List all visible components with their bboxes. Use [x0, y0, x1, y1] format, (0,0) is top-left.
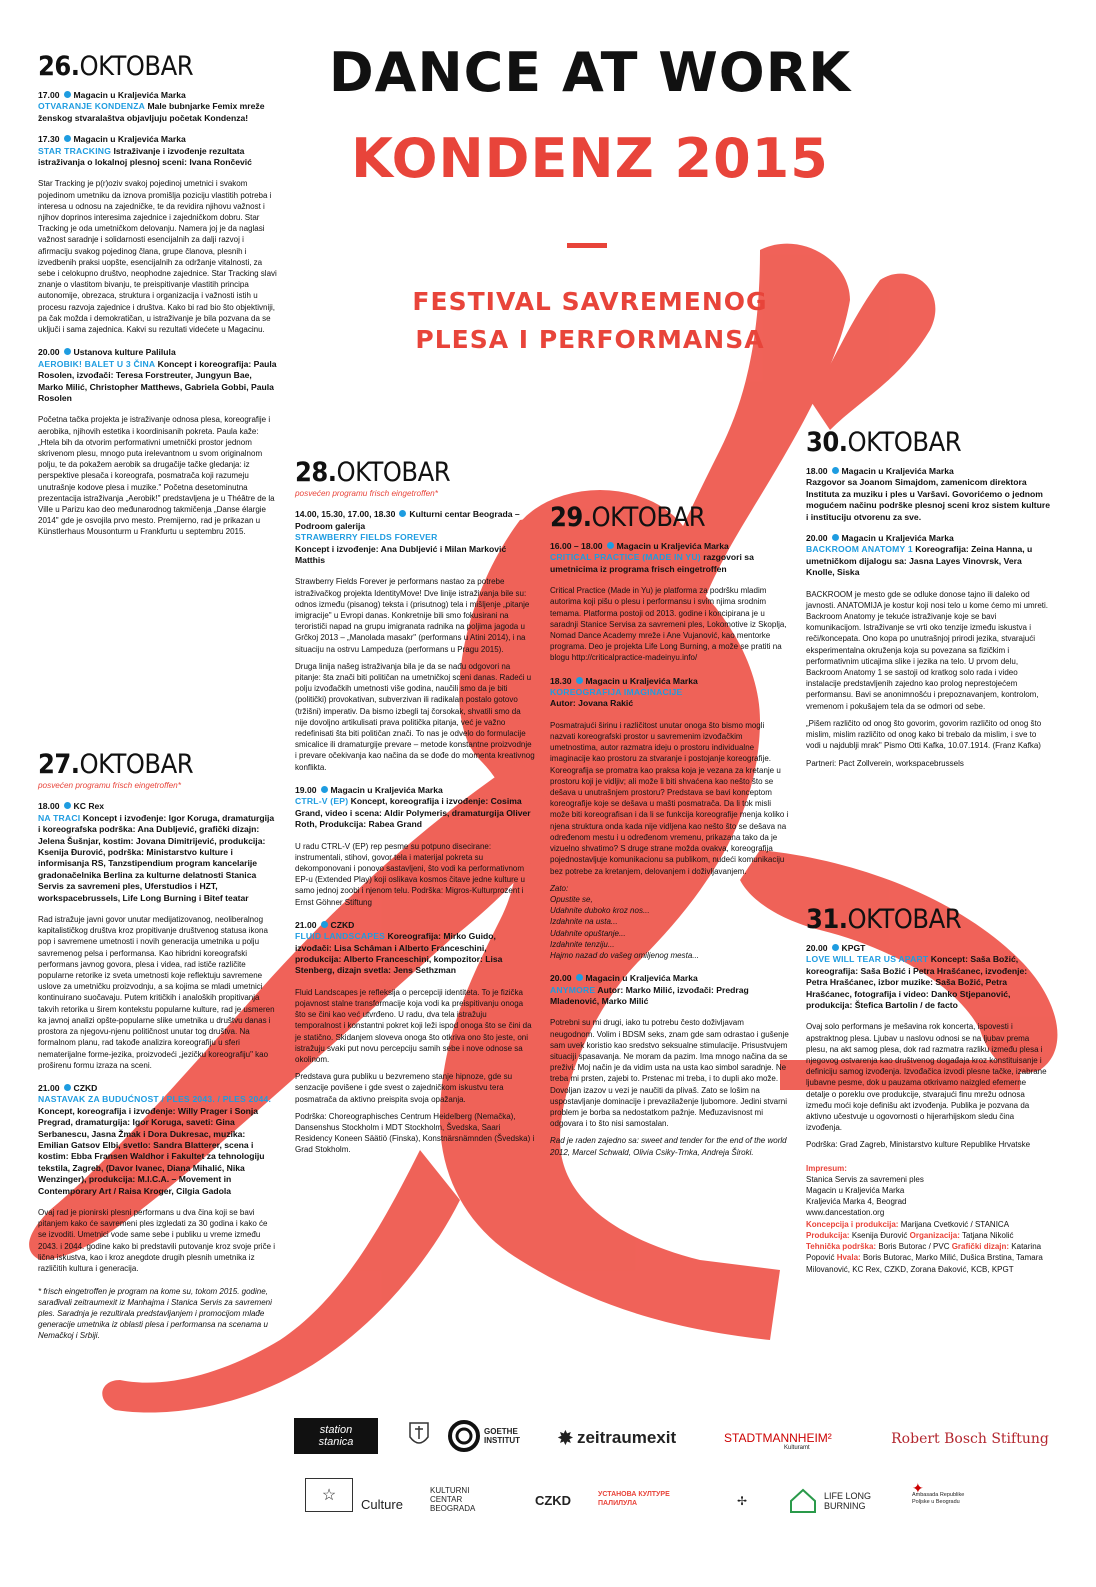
event-text: Koncept: Saša Božić, koreografija: Saša Božić i Petra Hrašćanec, izvođenje: Petra Hrašćanec, izbor muzike: Saša Božić, Petra Hrašćanec, fotografija i video: Danko Stjepanović, produkcija: Štefica Bartolin / de facto — [806, 954, 1028, 1011]
event-time: 20.00 — [38, 347, 60, 358]
event-text: Koreografija: Mirko Guido, izvođači: Lisa Schâman i Alberto Franceschini, produkcija: Alberto Franceschini, kompozitor: Lisa Stenberg, dizajn svetla: Jens Sethzman — [295, 931, 503, 976]
logo-text: stanica — [318, 1436, 354, 1448]
station-logo — [294, 1418, 378, 1454]
date-number: 29. — [550, 502, 592, 533]
impressum-heading: Impresum: — [806, 1163, 847, 1173]
blue-dot-icon — [64, 802, 71, 809]
logo-text: station — [319, 1424, 353, 1436]
logo-text: KULTURNI CENTAR BEOGRADA — [430, 1485, 476, 1513]
event-text: Koncept, koreografija i izvođenje: Willy Prager i Sonja Pregrad, dramaturgija: Igor Koruga, saveti: Gina Serbanescu, Jasna Žmak i Dora Dukresac, muzika: Emilian Gatsov Elbi, svetlo: Sandra Blatterer, scena i kostim: Ebba Fransen Waldhor i Fakultet za tehnologiju tekstila, Zagreb, (Davor Ivanec, Diana Mihalić, Nika Wenzinger), produkcija: M.I.C.A. – Movement in Contemporary Art / Raisa Kroger, Cilgia Gadola — [38, 1105, 265, 1196]
impressum-label: Organizacija: — [909, 1230, 960, 1240]
event-28-2 — [295, 785, 535, 831]
event-description: Star Tracking je p(r)oziv svakoj pojedinoj umetnici i svakom pojedinom umetniku da iznova promišlja poziciju vlastitih potreba i interesa u odnosu na zajedničke, te da revidira njihovu važnost i njihov doprinos interesima zajednice i zajedničkom dobru. Star Tracking je oda umetničkom delovanju. Namera joj je da naglasi važnost saradnje i solidarnosti esencijalnih za dalji razvoj i afirmaciju svakog pojedinog člana, grupe članova, plesnih i izvedbenih praksi uopšte, esencijalnih za održanje vitalnosti, za sebe i celokupno društvo, neophodne zajednice. Star Tracking slavi znanje o vlastitom bivanju, te preispitivanje vlastitih principa autonomije, obrezaca, struktura i organizacija i važnosti istih u procesu razvoja zajednice i društva. Kako bi rad bio što objektivniji, pa čak možda i demokratičan, u istraživanje je bila pozvana da se uključi i sama zajednica. Kakvi su rezultati videćete u Magacinu. — [38, 179, 277, 335]
date-heading-31 — [806, 905, 1051, 935]
blue-dot-icon — [832, 944, 839, 951]
poem-line: Udahnite duboko kroz nos... — [550, 906, 650, 916]
event-description: Strawberry Fields Forever je performans nastao za potrebe istraživačkog projekta IdentityMove! Dve linije istraživanja bile su: odnos između (pisanog) teksta i (prisutnog) tela i mišljenje „pitanje imigracije" u Evropi danas. Konkretnije bili smo fokusirani na terorističi napad na grupu imigranata radnika na poljima jagoda u Grčkoj 2013 – „Manolada masakr" (performans u Atini 2014), i na situaciju na ostrvu Lampeduza (performans u Pragu 2015). — [295, 577, 530, 654]
impressum-line: www.dancestation.org — [806, 1208, 885, 1218]
subtitle-line-2: PLESA I PERFORMANSA — [415, 325, 765, 354]
eagle-icon: ✦ — [912, 1479, 924, 1496]
event-description: Rad je raden zajedno sa: sweet and tender for the end of the world 2012, Marcel Schwald, Olivia Csiky-Trnka, Andreja Široki. — [550, 1136, 787, 1157]
poem-line: Izdahnite tenziju... — [550, 939, 615, 949]
date-month: OKTOBAR — [847, 427, 962, 458]
event-description-block — [550, 720, 790, 961]
logo-text: STADTMANNHEIM² — [724, 1431, 832, 1445]
logo-text: Robert Bosch Stiftung — [891, 1431, 1049, 1447]
event-text: Autor: Marko Milić, izvođači: Predrag Mladenović, Marko Milić — [550, 984, 749, 1006]
event-place: Magacin u Kraljevića Marka — [841, 533, 954, 544]
event-text: razgovori sa umetnicima iz programa frisch eingetroffen — [550, 552, 754, 574]
event-description-block — [806, 589, 1051, 769]
kcb-logo — [430, 1484, 496, 1514]
event-time: 21.00 — [295, 919, 317, 930]
event-text: Koncept i izvođenje: Ana Dubljević i Milan Marković Matthis — [295, 543, 507, 566]
mannheim-logo — [724, 1424, 874, 1458]
event-26-1 — [38, 90, 278, 124]
blue-dot-icon — [832, 534, 839, 541]
zeitraumexit-logo — [542, 1424, 692, 1452]
event-description: Podrška: Choreographisches Centrum Heidelberg (Nemačka), Dansenshus Stockholm i MDT Stockholm, Švedska, Saari Residency Koneen Säätiö (Finska), Konstnärsnämnden (Švedska) i Grad Stokholm. — [295, 1111, 535, 1155]
event-description: Početna tačka projekta je istraživanje odnosa plesa, koreografije i aerobika, njihovih estetika i koordinisanih pokreta. Paula kaže: „Htela bih da otvorim performativni umetnički prostor jednom skrivenom plesu, mnogo puta irelevantnom u svom originalnom polju, te da pokažem aerobik sa drugačije tačke gledanja: iz perspektive plesača i koreografa, posmatrača koji razumeju unutrašnje kodove plesa i muzike." Početna desetominutna prezentacija istraživanja „Aerobik!" predstavljena je u Théâtre de la Ville u Parizu kao deo međunarodnog takmičenja „Danse élargie 2014" gde je osvojila prvo mesto. Premijerno, rad je prikazan u Künstlerhaus Mousonturm u Frankfurtu u septembru 2015. — [38, 415, 275, 537]
event-description-block — [550, 1017, 790, 1157]
impressum-label: Grafički dizajn: — [951, 1242, 1010, 1252]
event-29-1 — [550, 541, 790, 575]
event-description: Rad istražuje javni govor unutar medijatizovanog, neoliberalnog kapitalističkog društva kroz propitivanje društvenog statusa ikona pop i savremene umetnosti i novih generacija umetnika u polju savremenog pelsa i performansa. Kao hibridni koreografski performans javnog govora, plesa i videa, rad ističe različite popularne retorike iz sveta umetnosti koje reflektuju savremene uslove za umetničku proizvodnju, a sa kojima se mladi umetnici kontinuirano suočavaju. Putem kritičkih i analoških propitivanja takvih retorika u širem kontekstu popularne kulture, rad je usmeren ka javnoj analizi opšte-popularne slike umetnika u društvu danas i prostora za njegovu-njenu političnost unutar tog društva. Na formalnom planu, rad takođe analizira koreografiju u sferi nematerijalne forme-jezika, proizvodeći „jezičku koreografiju" kao proširenu formu izraza na sceni. — [38, 915, 275, 1070]
event-30-2 — [806, 533, 1051, 579]
event-place: Magacin u Kraljevića Marka — [585, 973, 698, 984]
house-icon — [788, 1487, 818, 1515]
event-description: Critical Practice (Made in Yu) je platforma za podršku mladim autorima koji pišu o plesu i performansu i svim njima srodnim temama. Platforma postoji od 2013. godine i koncipirana je u saradnji Stanice Servisa za savremeni ples, Lokomotive iz Skoplja, Nomad Dance Academy mreže i Ane Vujanović, kao mentorke programa. Deo je projekta Life Long Burning, a može se pratiti na blogu http://criticalpractice-madeinyu.info/ — [550, 586, 787, 663]
blue-dot-icon — [64, 348, 71, 355]
czkd-logo — [530, 1484, 576, 1516]
event-description: Druga linija našeg istraživanja bila je da se nađu odgovori na pitanje: šta znači biti političan na umetničkoj sceni danas. Radeći u polju izvođačkih umetnosti više godina, naučili smo da je biti (politički) provokativan, subverzivan ili radikalan postalo gotovo (tržišni) imperativ. Da bismo izbegli taj čorsokak, shvatili smo da nije dovoljno artikulisati prava politička pitanja, već je važno redefinisati šta biti političan znači. To nas je odvelo do formulacije smicalice ili dramaturgije prevare – metode konstantne proizvodnje i prevare očekivanja kao načina da se dođe do momenta kreativnog konflikta. — [295, 661, 535, 772]
blue-dot-icon — [321, 786, 328, 793]
poem-line: Hajmo nazad do vašeg omiljenog mesta... — [550, 950, 699, 960]
event-time: 18.30 — [550, 675, 572, 686]
event-description: Ovaj rad je pionirski plesni performans u dva čina koji se bavi pitanjem kako će savremeni ples izgledati za 30 godina i kako će se izvoditi. Umetnici vode same sebe i publiku u vreme između 2043. i 2044. godine kako bi predstavili putovanje kroz svoje priče i lična iskustva, kao i kroz anegdote drugih plesnih umetnika iz različitih kultura i generacija. — [38, 1207, 276, 1273]
event-place: CZKD — [330, 919, 355, 930]
event-title: FLUID LANDSCAPES — [295, 931, 386, 942]
column-oct27 — [38, 750, 278, 1341]
impressum-label: Koncepcija i produkcija: — [806, 1219, 899, 1229]
impressum-line: Magacin u Kraljevića Marka — [806, 1186, 905, 1196]
event-title: KOREOGRAFIJA IMAGINACIJE — [550, 687, 683, 698]
impressum-value: Marijana Cvetković / STANICA — [900, 1219, 1010, 1229]
event-title: AEROBIK! BALET U 3 ČINA — [38, 358, 156, 369]
logo-text: LIFE LONG BURNING — [824, 1491, 872, 1511]
festival-subtitle — [400, 283, 780, 359]
column-oct29 — [550, 503, 790, 1170]
event-description: Ovaj solo performans je mešavina rok koncerta, ispovesti i apstraktnog plesa. Ljubav u naslovu odnosi se na ljubav prema plesu, na akt samog plesa, dok rad razmatra razliku između plesa i njegovog ostvarenja kao društvenog događaja kroz konstituisanje i definiciju samog izvođenja. Izvođačica izvodi plesne tačke, izabrane ljubavne pesme, dok u pauzama otkrivamo naizgled efemerne detalje o poreklu ove produkcije, stvarajući finu mrežu odnosa između moći koje definišu akt izvođenja. Publika je pozvana da aktivno učestvuje u ogovornosti o hijerarhijskom sledu čina izvođenja. — [806, 1022, 1047, 1133]
event-time: 19.00 — [295, 784, 317, 795]
event-description-block — [806, 1021, 1051, 1150]
impressum-value: Katarina Popović — [806, 1242, 1042, 1263]
eu-flag-icon: ☆ — [305, 1478, 353, 1512]
date-heading-28 — [295, 458, 535, 488]
r-logo-icon: ✢ — [736, 1494, 748, 1508]
blue-dot-icon — [399, 510, 406, 517]
event-time: 20.00 — [550, 973, 572, 984]
goethe-icon — [448, 1420, 480, 1452]
event-30-1 — [806, 466, 1051, 523]
event-title: STAR TRACKING — [38, 145, 112, 156]
event-text: Koncept, koreografija i izvođenje: Cosima Grand, video i scena: Aldir Polymeris, dramaturgija Oliver Roth, Produkcija: Rabea Grand — [295, 796, 531, 830]
event-27-1 — [38, 801, 278, 904]
logo-text: CZKD — [534, 1492, 572, 1508]
event-place: KC Rex — [73, 801, 105, 812]
event-text: Koncept i izvođenje: Igor Koruga, dramaturgija i koreografska podrška: Ana Dubljević, grafički dizajn: Jelena Šušnjar, kostim: Jovana Dimitrijević, produkcija: Ksenija Đurović, podrška: Ministarstvo kulture i informisanja RS, Tanzstipendium program kancelarije gradonačelnika Berlina za kulturne delatnosti Stanica Servis za savremeni ples, Uferstudios i HZT, workspacebrussels, Life Long Burning i Bitef teatar — [38, 812, 275, 903]
event-title: NASTAVAK ZA BUDUĆNOST / PLES 2043. / PLES 2044. — [38, 1094, 272, 1105]
event-title: NA TRACI — [38, 812, 81, 823]
column-oct31 — [806, 905, 1051, 1275]
impressum-label: Produkcija: — [806, 1230, 850, 1240]
title-divider — [567, 243, 607, 248]
event-26-2 — [38, 134, 278, 168]
event-title: LOVE WILL TEAR US APART — [806, 954, 929, 965]
date-number: 31. — [806, 904, 848, 935]
poem-line: Zato: — [550, 883, 569, 893]
event-description: Predstava gura publiku u bezvremeno stanje hipnoze, gde su senzacije povišene i gde svest o zajedničkom iskustvu tera posmatrača da aktivno preispita svoja opažanja. — [295, 1072, 513, 1104]
event-place: Ustanova kulture Palilula — [73, 347, 176, 358]
event-26-3 — [38, 347, 278, 404]
dedication-text: posvećen programu frisch eingetroffen* — [295, 489, 438, 498]
impressum — [806, 1163, 1051, 1275]
event-place: Magacin u Kraljevića Marka — [73, 134, 186, 145]
date-number: 26. — [38, 51, 80, 82]
event-27-2 — [38, 1083, 278, 1197]
event-time: 21.00 — [38, 1082, 60, 1093]
footnote: * frisch eingetroffen je program na kome su, tokom 2015. godine, sarađivali zeitraumexit iz Manhajma i Stanica Servis za savremeni ples. Saradnja je rezultirala predstavljanjem i promocijom mlađe generacije umetnika iz oblasti plesa i performansa na scenama u Nemačkoj i Srbiji. — [38, 1287, 272, 1341]
logo-text: zeitraumexit — [576, 1428, 677, 1447]
sub-title-kondenz: KONDENZ 2015 — [351, 127, 829, 190]
event-text: Male bubnjarke Femix mreže ženskog stvaralaštva objavljuju početak Kondenza! — [38, 101, 265, 123]
event-title: OTVARANJE KONDENZA — [38, 101, 146, 112]
event-text: Razgovor sa Joanom Simajdom, zamenicom direktora Instituta za muziku i ples u Varšavi. Govorićemo o jednom mogućem načinu podrške plesnoj sceni kroz sistem kulture i instituciju otvorenu za sve. — [806, 477, 1051, 522]
event-description: U radu CTRL-V (EP) rep pesme su potpuno disecirane: instrumentali, stihovi, govor tela i materijal pokreta su dekomponovani i ponovo sastavljeni, što vodi ka performativnom EP-u (Extended Play) koji oslikava kosmos čitave jedne kulture u samo jednoj zoobi i njenom telu. Podrška: Migros-Kulturprozent i Ernst Göhner Stiftung — [295, 841, 525, 907]
logo-text: GOETHE INSTITUT — [484, 1427, 520, 1445]
date-month: OKTOBAR — [591, 502, 706, 533]
column-oct26 — [38, 52, 278, 550]
blue-dot-icon — [321, 921, 328, 928]
blue-dot-icon — [576, 974, 583, 981]
event-description: Fluid Landscapes je refleksija o percepciji identiteta. To je fizička pojavnost stalne transformacije koja vodi ka preispitivanju onoga što se čini kao već utvrđeno. U radu, dva tela istražuju temporalnost i konstantni pokret koji leži ispod onoga što se čini da je statično. Skidanjem sloveva onoga što otkriva ono što jeste, oni istražuju svaki put novu percepciju samih sebe i nove odnose sa okolinom. — [295, 987, 532, 1064]
subtitle-line-1: FESTIVAL SAVREMENOG — [412, 287, 768, 316]
impressum-label: Hvala: — [836, 1253, 861, 1263]
llb-logo — [788, 1484, 898, 1518]
event-description: BACKROOM je mesto gde se odluke donose tajno ili daleko od javnosti. ANATOMIJA je kostur koji nosi telo u kome ćemo mi umreti. Backroom Anatomy je tekuće istraživanje koje se bavi komunikacijom. Istraživanje se vrti oko tenzije između iskustva i reči/koncepata. Ono kopa po unutrašnjoj prirodi jezika, stvarajući eksperimentalna okruženja koja su povezana sa fizičkim i performativnim uticajima slike i jezika na telo. U prvom delu, Backroom Anatomy 1 se sastoji od kratkog solo rada i video instalacije predstavljenih zajedno kao prolog neprestojećem performansu. Bavi se anonimnošću i prepoznavanjem, kontrolom, vremenom i pokušajem tela da se odmori od sebe. — [806, 589, 1049, 711]
blue-dot-icon — [607, 542, 614, 549]
logo-text: Ambasada Republike Poljske u Beogradu — [912, 1491, 965, 1505]
event-place: Magacin u Kraljevića Marka — [585, 675, 698, 686]
event-place: Magacin u Kraljevića Marka — [841, 466, 954, 476]
event-place: Magacin u Kraljevića Marka — [73, 90, 186, 100]
bosch-stiftung-logo — [890, 1426, 1050, 1452]
event-text: Autor: Jovana Rakić — [550, 698, 634, 709]
event-description: Podrška: Grad Zagreb, Ministarstvo kulture Republike Hrvatske — [806, 1140, 1031, 1150]
event-description-block — [295, 987, 535, 1156]
date-month: OKTOBAR — [847, 904, 962, 935]
serbia-crest-icon — [407, 1420, 431, 1450]
column-oct30 — [806, 428, 1051, 781]
poem-line: Udahnite opuštanje... — [550, 928, 626, 938]
date-heading-27 — [38, 750, 278, 780]
event-31-1 — [806, 943, 1051, 1011]
culture-logo — [352, 1494, 412, 1514]
date-number: 28. — [295, 457, 337, 488]
logo-text: Kulturamt — [784, 1445, 810, 1451]
date-month: OKTOBAR — [79, 51, 194, 82]
blue-dot-icon — [576, 677, 583, 684]
event-28-1 — [295, 509, 535, 566]
event-title: ANYMORE — [550, 984, 596, 995]
event-time: 17.30 — [38, 134, 60, 145]
impressum-value: Boris Butorac / PVC — [878, 1242, 950, 1252]
event-place: CZKD — [73, 1082, 98, 1093]
impressum-value: Tatjana Nikolić — [961, 1230, 1014, 1240]
event-description: Posmatrajući širinu i različitost unutar onoga što bismo mogli nazvati koreografski prostor u savremenim izvođačkim umetnostima, autor razmatra ideju o prostoru individualne imaginacije kao prostoru za stvaranje i postojanje koreografije. Koreografija se promatra kao praksa koja je vezana za kretanje u prostoru koji je vidljiv; ali može li biti shvaćena kao nešto što se dešava u unutrašnjem prostoru? Predstava se bavi konceptom koreografije koje se dešava u mašti posmatrača. Da li tok misli može biti koreografisan i da li se funkcija koreografije menja koliko i njena struktura onda kada nije vidljena kao nešto što se dešava na određenom mestu i u određenom vremenu, prikazana tako da je vizuelno shvatimo? S druge strane možda ovakva, koreografija pojednostavljuje komunikacionu sa publikom, nudeći komunikaciju bez potrebe za kretanjem, delovanjem i doživljavanjem. — [550, 720, 789, 876]
impressum-line: Stanica Servis za savremeni ples — [806, 1174, 924, 1184]
dedication-text: posvećen programu frisch eingetroffen* — [38, 781, 181, 790]
event-29-2 — [550, 676, 790, 710]
poem-line: Izdahnite na usta... — [550, 917, 618, 927]
poem-block — [550, 883, 790, 961]
date-heading-29 — [550, 503, 790, 533]
date-heading-30 — [806, 428, 1051, 458]
event-place: Kulturni centar Beograda – Podroom galerija — [295, 509, 520, 531]
event-place: KPGT — [841, 943, 866, 953]
event-description: Partneri: Pact Zollverein, workspacebrussels — [806, 758, 964, 768]
event-text: Koreografija: Zeina Hanna, u umetničkom dijalogu sa: Jasna Layes Vinovrsk, Vera Knolle, Siska — [806, 544, 1033, 578]
event-description: „Pišem različito od onog što govorim, govorim različito od onog što mislim, mislim različito od onog kako bi trebalo da mislim, i sve to vodi u najdublji mrak" Pismo Otti Kafka, 10.07.1914. (Franz Kafka) — [806, 718, 1042, 751]
date-number: 30. — [806, 427, 848, 458]
main-title: DANCE AT WORK — [328, 41, 852, 104]
logo-text: УСТАНОВА КУЛТУРЕ ПАЛИЛУЛА — [598, 1491, 670, 1507]
event-time: 18.00 — [806, 466, 828, 476]
event-description: Potrebni su mi drugi, iako tu potrebu često doživljavam neugodnom. Volim i BDSM seks, znam gde sam odrastao i gušenje sam uvek koristio kao sredstvo seksualne stimulacije. Prisustvujem situaciji spasavanja. Ne moram da pazim. Ima mnogo načina da se preživi. Moj način je da vidim usta na usta kao simbol saradnje. Ne treba mi prsten, zajebi to. Prstenac mi treba, i to dupli ako može. Dovoljan izazov u vezi je naučiti da plivaš. Zato se lošim na uspostavljanje dominacije i prevazilaženje ljubomore. Jedini stvarni problem je borba sa nedostatkom pažnje. Međuzavisnost mi odgovara i to što nisi samostalan. — [550, 1018, 789, 1129]
blue-dot-icon — [832, 467, 839, 474]
event-title: CRITICAL PRACTICE (MADE IN YU) — [550, 552, 701, 563]
impressum-value: Boris Butorac, Marko Milić, Dušica Brstina, Tamara Milovanović, KC Rex, CZKD, Zorana Đaković, KCB, KPGT — [806, 1253, 1043, 1274]
palilula-logo — [598, 1484, 694, 1514]
blue-dot-icon — [64, 1084, 71, 1091]
event-place: Magacin u Kraljevića Marka — [330, 784, 443, 795]
event-title: BACKROOM ANATOMY 1 — [806, 544, 913, 555]
poem-line: Opustite se, — [550, 894, 593, 904]
date-month: OKTOBAR — [336, 457, 451, 488]
gear-icon: ✸ — [557, 1427, 573, 1448]
blue-dot-icon — [64, 91, 71, 98]
event-title: STRAWBERRY FIELDS FOREVER — [295, 532, 438, 543]
impressum-line: Kraljevića Marka 4, Beograd — [806, 1197, 907, 1207]
event-time: 17.00 — [38, 90, 60, 100]
event-29-3 — [550, 973, 790, 1007]
date-number: 27. — [38, 749, 80, 780]
event-title: CTRL-V (EP) — [295, 796, 349, 807]
impressum-value: Ksenija Đurović — [851, 1230, 908, 1240]
event-28-3 — [295, 920, 535, 977]
event-text: Istraživanje i izvođenje rezultata istraživanja o lokalnoj plesnoj sceni: Ivana Rončević — [38, 145, 252, 168]
date-heading-26 — [38, 52, 278, 82]
blue-dot-icon — [64, 135, 71, 142]
logo-text: Culture — [361, 1496, 403, 1512]
goethe-logo — [448, 1418, 530, 1454]
date-month: OKTOBAR — [79, 749, 194, 780]
event-place: Magacin u Kraljevića Marka — [616, 541, 729, 551]
event-time: 20.00 — [806, 533, 828, 544]
event-time: 14.00, 15.30, 17.00, 18.30 — [295, 509, 396, 520]
event-time: 18.00 — [38, 801, 60, 812]
event-description-block — [295, 576, 535, 772]
column-oct28 — [295, 458, 535, 1168]
event-time: 16.00 – 18.00 — [550, 541, 603, 551]
event-time: 20.00 — [806, 943, 828, 953]
polish-embassy-logo — [912, 1470, 972, 1520]
impressum-label: Tehnička podrška: — [806, 1242, 877, 1252]
event-text: Koncept i koreografija: Paula Rosolen, izvođači: Teresa Forstreuter, Jungyun Bae, Marko Milić, Christopher Matthews, Gabriela Gobbi, Paula Rosolen — [38, 358, 277, 403]
